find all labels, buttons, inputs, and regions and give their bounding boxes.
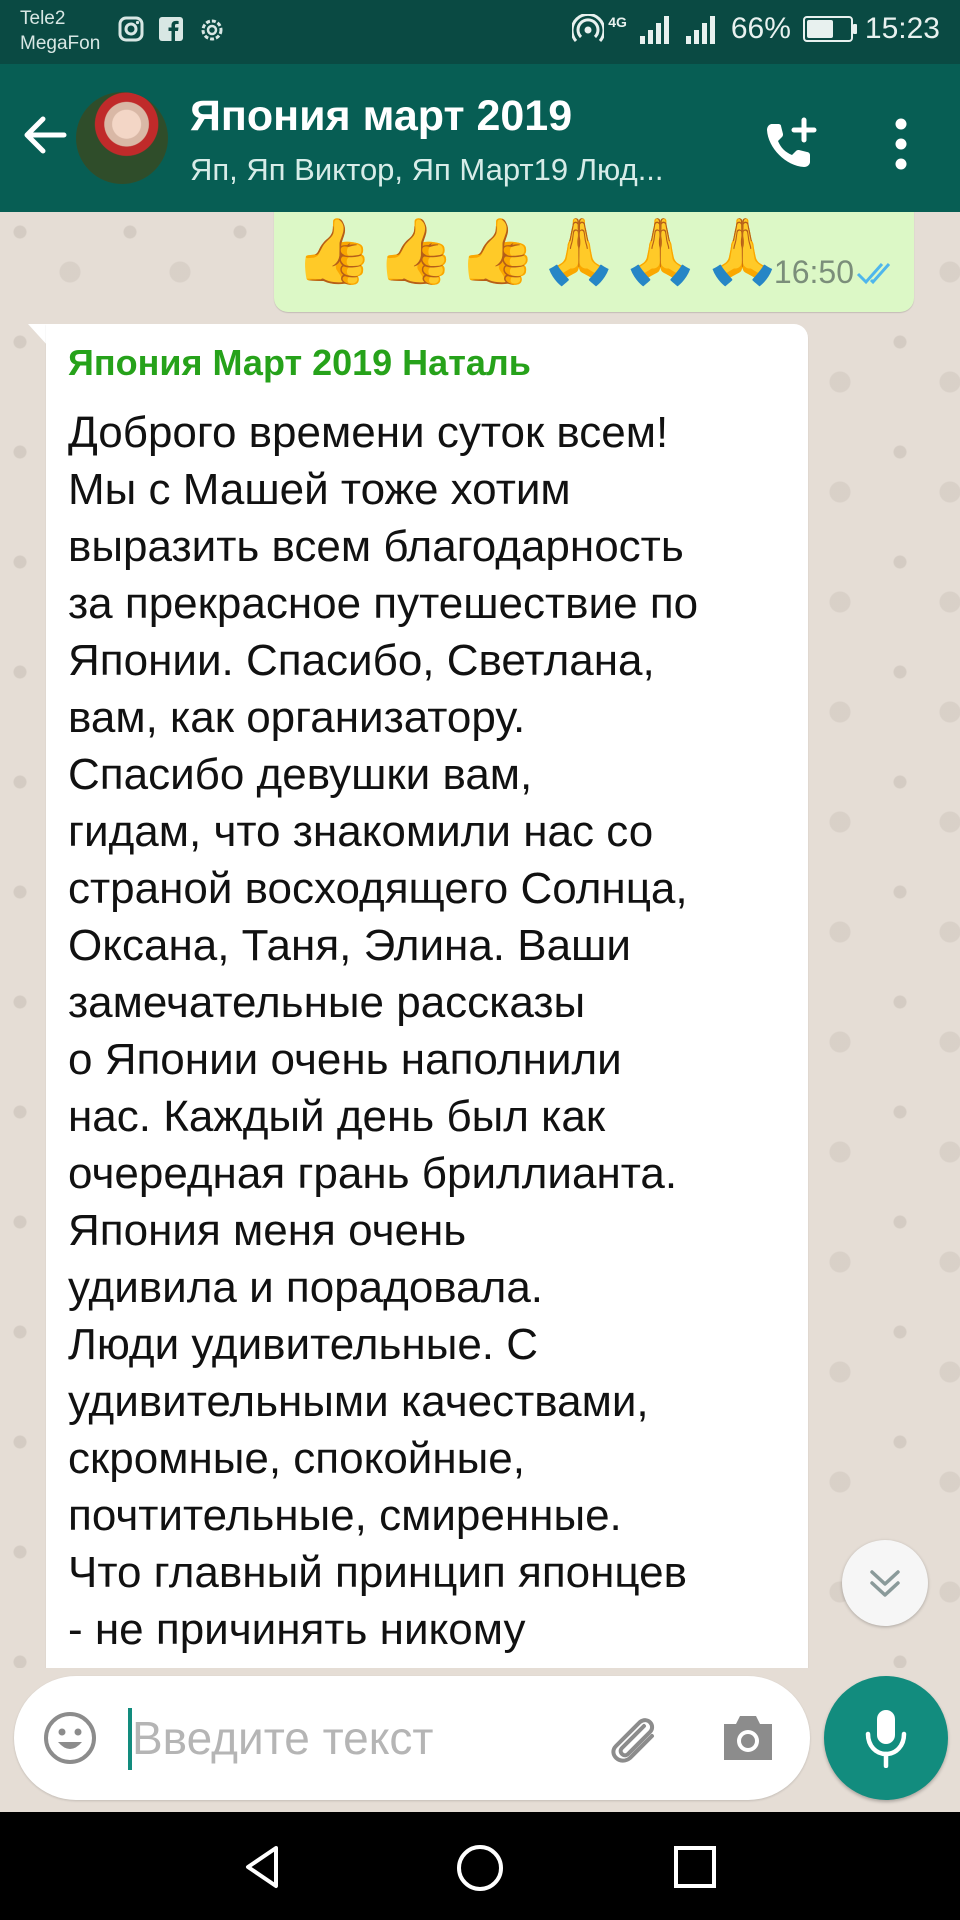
battery-level — [807, 20, 833, 38]
message-line: удивительными качествами, — [68, 1377, 649, 1426]
outgoing-message[interactable] — [274, 212, 914, 312]
nav-recents-icon[interactable] — [672, 1844, 718, 1890]
voice-record-button[interactable] — [824, 1676, 948, 1800]
message-line: о Японии очень наполнили — [68, 1035, 622, 1084]
system-nav-bar — [0, 1812, 960, 1920]
message-line: Спасибо девушки вам, — [68, 750, 533, 799]
message-line: Что главный принцип японцев — [68, 1548, 687, 1597]
message-line: выразить всем благодарность — [68, 522, 684, 571]
carrier-1: Tele2 — [20, 8, 66, 29]
facebook-icon — [158, 16, 184, 42]
chat-messages[interactable] — [0, 212, 960, 1668]
message-line: вам, как организатору. — [68, 693, 526, 742]
message-line: Люди удивительные. С — [68, 1320, 539, 1369]
message-text — [68, 404, 798, 1658]
network-type: 4G — [608, 14, 627, 30]
paperclip-icon — [600, 1706, 664, 1770]
message-input[interactable] — [132, 1700, 572, 1776]
status-bar — [0, 0, 960, 64]
sender-name[interactable]: Япония Март 2019 Наталь — [68, 342, 531, 383]
message-line: почтительные, смиренные. — [68, 1491, 622, 1540]
more-vertical-icon — [876, 114, 926, 174]
arrow-left-icon — [16, 106, 74, 164]
message-line: нас. Каждый день был как — [68, 1092, 606, 1141]
group-avatar[interactable] — [76, 92, 168, 184]
chat-members[interactable]: Яп, Яп Виктор, Яп Март19 Люд... — [190, 152, 664, 187]
status-right — [572, 12, 940, 46]
read-ticks-icon — [856, 260, 898, 286]
phone-plus-icon — [760, 114, 820, 174]
camera-button[interactable] — [720, 1712, 776, 1764]
message-line: замечательные рассказы — [68, 978, 586, 1027]
settings-notification-icon — [198, 16, 226, 44]
message-line: удивила и порадовала. — [68, 1263, 544, 1312]
nav-back-icon[interactable] — [238, 1842, 288, 1892]
chat-header — [0, 64, 960, 212]
message-line: - не причинять никому — [68, 1605, 526, 1654]
signal-icon — [639, 14, 673, 44]
incoming-bubble-tail — [28, 324, 48, 346]
incoming-message[interactable] — [46, 324, 808, 1668]
message-line: гидам, что знакомили нас со — [68, 807, 654, 856]
more-menu-button[interactable] — [876, 114, 926, 174]
signal-2-icon — [685, 14, 719, 44]
message-time: 16:50 — [773, 254, 854, 290]
message-line: Оксана, Таня, Элина. Ваши — [68, 921, 631, 970]
message-line: Япония меня очень — [68, 1206, 467, 1255]
message-line: за прекрасное путешествие по — [68, 579, 699, 628]
notification-icons — [118, 16, 226, 44]
double-chevron-down-icon — [866, 1564, 904, 1602]
carrier-names — [20, 6, 100, 56]
smiley-icon — [42, 1710, 98, 1766]
message-line: очередная грань бриллианта. — [68, 1149, 678, 1198]
carrier-2: MegaFon — [20, 33, 101, 54]
message-emojis: 👍👍👍🙏🙏🙏 — [294, 215, 785, 287]
attach-button[interactable] — [600, 1706, 664, 1770]
hotspot-icon — [572, 14, 604, 44]
message-line: скромные, спокойные, — [68, 1434, 525, 1483]
add-call-button[interactable] — [760, 114, 820, 174]
compose-bar — [14, 1676, 810, 1800]
camera-icon — [720, 1712, 776, 1764]
clock: 15:23 — [864, 12, 940, 45]
battery-percent: 66% — [730, 12, 791, 45]
message-line: Доброго времени суток всем! — [68, 408, 669, 457]
microphone-icon — [862, 1708, 910, 1768]
message-line: Японии. Спасибо, Светлана, — [68, 636, 655, 685]
chat-title[interactable]: Япония март 2019 — [190, 92, 573, 140]
back-button[interactable] — [16, 106, 74, 164]
scroll-to-bottom-button[interactable] — [842, 1540, 928, 1626]
emoji-button[interactable] — [42, 1710, 98, 1766]
message-line: страной восходящего Солнца, — [68, 864, 688, 913]
message-line: Мы с Машей тоже хотим — [68, 465, 571, 514]
instagram-icon — [118, 16, 144, 42]
nav-home-icon[interactable] — [454, 1842, 506, 1894]
battery-icon — [803, 16, 853, 42]
